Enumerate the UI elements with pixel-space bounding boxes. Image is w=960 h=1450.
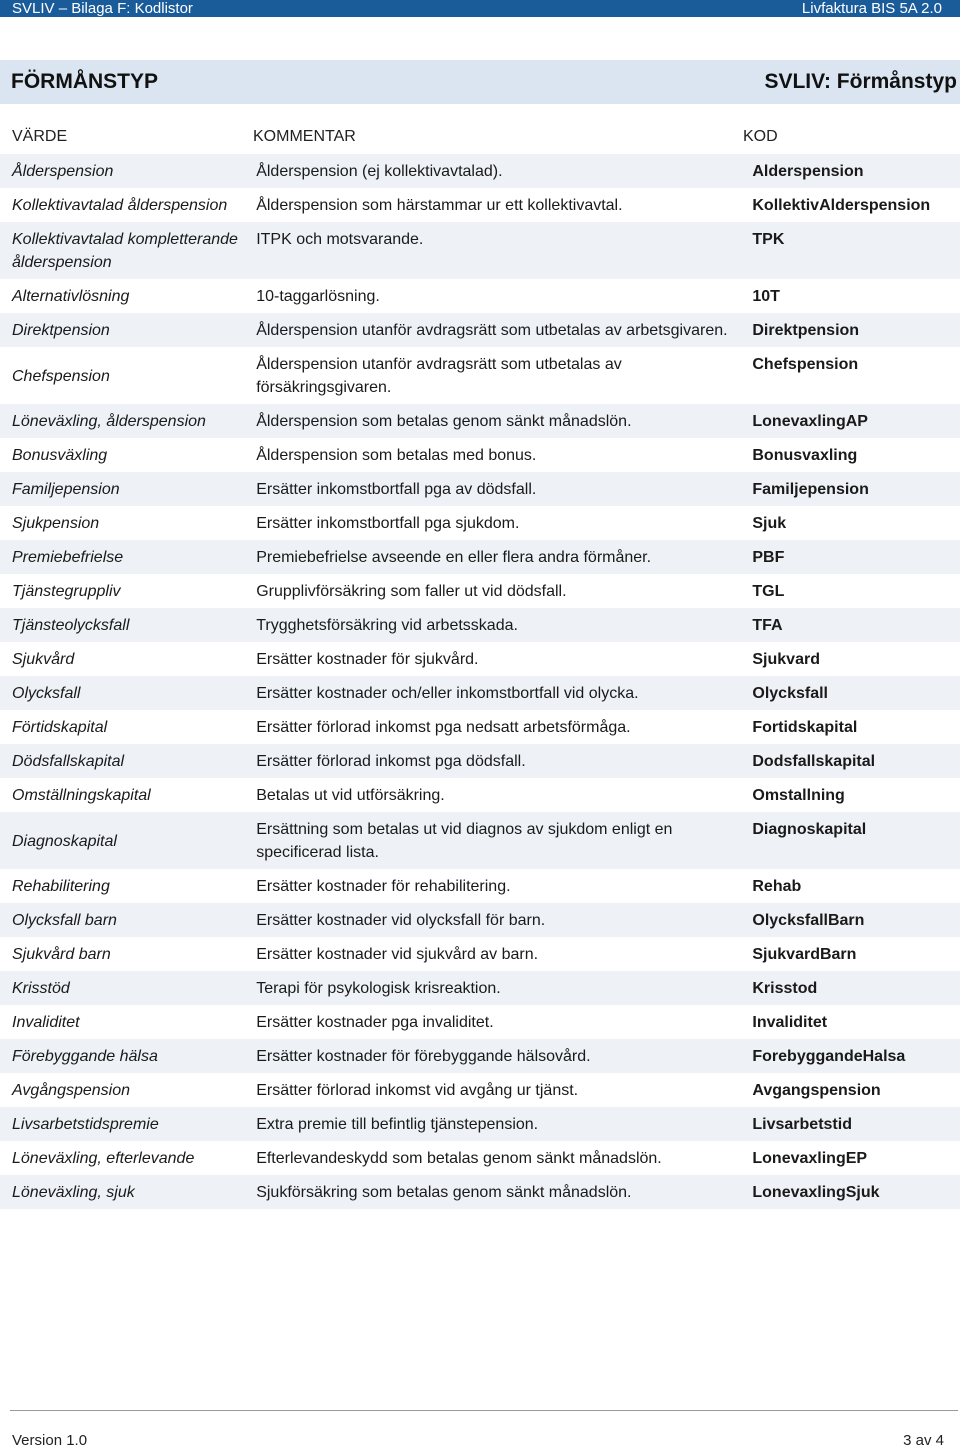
row-code: Avgangspension bbox=[752, 1073, 960, 1107]
table-row bbox=[0, 971, 960, 1005]
row-code: Krisstod bbox=[752, 971, 960, 1005]
table-row bbox=[0, 937, 960, 971]
row-comment: Ersätter förlorad inkomst vid avgång ur tjänst. bbox=[256, 1073, 752, 1107]
table-row bbox=[0, 222, 960, 279]
row-value: Tjänsteolycksfall bbox=[0, 608, 256, 642]
row-value: Krisstöd bbox=[0, 971, 256, 1005]
row-code: TPK bbox=[752, 222, 960, 279]
row-comment: Ersätter kostnader pga invaliditet. bbox=[256, 1005, 752, 1039]
row-comment: Ersätter förlorad inkomst pga dödsfall. bbox=[256, 744, 752, 778]
row-value: Olycksfall barn bbox=[0, 903, 256, 937]
section-subtitle: SVLIV: Förmånstyp bbox=[764, 70, 957, 93]
row-value: Livsarbetstidspremie bbox=[0, 1107, 256, 1141]
table-row bbox=[0, 313, 960, 347]
row-comment: Ersätter kostnader vid sjukvård av barn. bbox=[256, 937, 752, 971]
row-code: LonevaxlingAP bbox=[752, 404, 960, 438]
row-value: Sjukvård bbox=[0, 642, 256, 676]
row-code: Diagnoskapital bbox=[752, 812, 960, 869]
row-code: Invaliditet bbox=[752, 1005, 960, 1039]
row-code: Alderspension bbox=[752, 154, 960, 188]
table-row bbox=[0, 869, 960, 903]
row-value: Direktpension bbox=[0, 313, 256, 347]
table-row bbox=[0, 1107, 960, 1141]
row-code: KollektivAlderspension bbox=[752, 188, 960, 222]
row-value: Omställningskapital bbox=[0, 778, 256, 812]
row-code: SjukvardBarn bbox=[752, 937, 960, 971]
table-row bbox=[0, 472, 960, 506]
row-value: Ålderspension bbox=[0, 154, 256, 188]
row-code: ForebyggandeHalsa bbox=[752, 1039, 960, 1073]
row-value: Löneväxling, ålderspension bbox=[0, 404, 256, 438]
row-value: Avgångspension bbox=[0, 1073, 256, 1107]
table-row bbox=[0, 1039, 960, 1073]
table-row bbox=[0, 1141, 960, 1175]
row-value: Förebyggande hälsa bbox=[0, 1039, 256, 1073]
table-row bbox=[0, 642, 960, 676]
row-value: Alternativlösning bbox=[0, 279, 256, 313]
row-comment: Efterlevandeskydd som betalas genom sänkt månadslön. bbox=[256, 1141, 752, 1175]
row-comment: Ålderspension utanför avdragsrätt som utbetalas av arbetsgivaren. bbox=[256, 313, 752, 347]
row-code: 10T bbox=[752, 279, 960, 313]
row-comment: ITPK och motsvarande. bbox=[256, 222, 752, 279]
table-row bbox=[0, 1005, 960, 1039]
row-comment: Ålderspension utanför avdragsrätt som utbetalas av försäkringsgivaren. bbox=[256, 347, 752, 404]
footer-divider bbox=[10, 1410, 958, 1411]
code-list-table bbox=[0, 154, 960, 1209]
row-comment: Ersätter kostnader vid olycksfall för barn. bbox=[256, 903, 752, 937]
row-code: Fortidskapital bbox=[752, 710, 960, 744]
row-value: Dödsfallskapital bbox=[0, 744, 256, 778]
table-row bbox=[0, 279, 960, 313]
row-comment: Ersätter kostnader för rehabilitering. bbox=[256, 869, 752, 903]
table-row bbox=[0, 506, 960, 540]
table-row bbox=[0, 1175, 960, 1209]
page-header-bar bbox=[0, 0, 960, 17]
row-code: PBF bbox=[752, 540, 960, 574]
row-comment: Ersätter förlorad inkomst pga nedsatt arbetsförmåga. bbox=[256, 710, 752, 744]
table-row bbox=[0, 676, 960, 710]
row-code: Olycksfall bbox=[752, 676, 960, 710]
row-code: Omstallning bbox=[752, 778, 960, 812]
table-header bbox=[0, 124, 960, 150]
row-value: Diagnoskapital bbox=[0, 812, 256, 869]
row-code: LonevaxlingEP bbox=[752, 1141, 960, 1175]
row-comment: Ålderspension som härstammar ur ett kollektivavtal. bbox=[256, 188, 752, 222]
table-row bbox=[0, 404, 960, 438]
row-comment: 10-taggarlösning. bbox=[256, 279, 752, 313]
footer-version: Version 1.0 bbox=[12, 1432, 88, 1449]
row-value: Rehabilitering bbox=[0, 869, 256, 903]
row-value: Sjukpension bbox=[0, 506, 256, 540]
row-comment: Ersätter inkomstbortfall pga av dödsfall. bbox=[256, 472, 752, 506]
table-row bbox=[0, 438, 960, 472]
row-code: TFA bbox=[752, 608, 960, 642]
row-comment: Ålderspension (ej kollektivavtalad). bbox=[256, 154, 752, 188]
row-code: TGL bbox=[752, 574, 960, 608]
row-code: OlycksfallBarn bbox=[752, 903, 960, 937]
row-comment: Ersättning som betalas ut vid diagnos av sjukdom enligt en specificerad lista. bbox=[256, 812, 752, 869]
row-value: Familjepension bbox=[0, 472, 256, 506]
row-code: Sjuk bbox=[752, 506, 960, 540]
table-row bbox=[0, 778, 960, 812]
row-comment: Extra premie till befintlig tjänstepension. bbox=[256, 1107, 752, 1141]
row-comment: Terapi för psykologisk krisreaktion. bbox=[256, 971, 752, 1005]
column-header-value: VÄRDE bbox=[12, 128, 68, 145]
document-title: SVLIV – Bilaga F: Kodlistor bbox=[12, 0, 193, 17]
row-comment: Premiebefrielse avseende en eller flera andra förmåner. bbox=[256, 540, 752, 574]
row-value: Kollektivavtalad kompletterande ålderspension bbox=[0, 222, 256, 279]
table-row bbox=[0, 744, 960, 778]
row-value: Chefspension bbox=[0, 347, 256, 404]
row-value: Kollektivavtalad ålderspension bbox=[0, 188, 256, 222]
table-row bbox=[0, 710, 960, 744]
row-comment: Ersätter inkomstbortfall pga sjukdom. bbox=[256, 506, 752, 540]
table-row bbox=[0, 574, 960, 608]
column-header-code: KOD bbox=[743, 128, 778, 145]
section-heading bbox=[0, 60, 960, 104]
row-comment: Ersätter kostnader för förebyggande hälsovård. bbox=[256, 1039, 752, 1073]
row-code: Familjepension bbox=[752, 472, 960, 506]
row-comment: Grupplivförsäkring som faller ut vid dödsfall. bbox=[256, 574, 752, 608]
row-comment: Ålderspension som betalas genom sänkt månadslön. bbox=[256, 404, 752, 438]
row-comment: Ålderspension som betalas med bonus. bbox=[256, 438, 752, 472]
document-product: Livfaktura BIS 5A 2.0 bbox=[801, 0, 942, 17]
row-comment: Trygghetsförsäkring vid arbetsskada. bbox=[256, 608, 752, 642]
row-code: LonevaxlingSjuk bbox=[752, 1175, 960, 1209]
table-row bbox=[0, 347, 960, 404]
row-comment: Betalas ut vid utförsäkring. bbox=[256, 778, 752, 812]
row-comment: Sjukförsäkring som betalas genom sänkt månadslön. bbox=[256, 1175, 752, 1209]
table-row bbox=[0, 540, 960, 574]
row-value: Invaliditet bbox=[0, 1005, 256, 1039]
row-value: Förtidskapital bbox=[0, 710, 256, 744]
row-code: Direktpension bbox=[752, 313, 960, 347]
table-row bbox=[0, 812, 960, 869]
row-code: Dodsfallskapital bbox=[752, 744, 960, 778]
row-code: Bonusvaxling bbox=[752, 438, 960, 472]
row-value: Tjänstegruppliv bbox=[0, 574, 256, 608]
row-value: Sjukvård barn bbox=[0, 937, 256, 971]
row-value: Löneväxling, efterlevande bbox=[0, 1141, 256, 1175]
row-code: Livsarbetstid bbox=[752, 1107, 960, 1141]
row-code: Rehab bbox=[752, 869, 960, 903]
table-row bbox=[0, 154, 960, 188]
table-row bbox=[0, 1073, 960, 1107]
row-comment: Ersätter kostnader för sjukvård. bbox=[256, 642, 752, 676]
footer-page-number: 3 av 4 bbox=[903, 1432, 944, 1449]
row-value: Olycksfall bbox=[0, 676, 256, 710]
column-header-comment: KOMMENTAR bbox=[253, 128, 356, 145]
row-value: Bonusväxling bbox=[0, 438, 256, 472]
row-code: Chefspension bbox=[752, 347, 960, 404]
section-title: FÖRMÅNSTYP bbox=[11, 70, 158, 93]
table-row bbox=[0, 903, 960, 937]
row-comment: Ersätter kostnader och/eller inkomstbortfall vid olycka. bbox=[256, 676, 752, 710]
table-row bbox=[0, 188, 960, 222]
table-row bbox=[0, 608, 960, 642]
row-value: Löneväxling, sjuk bbox=[0, 1175, 256, 1209]
row-code: Sjukvard bbox=[752, 642, 960, 676]
row-value: Premiebefrielse bbox=[0, 540, 256, 574]
